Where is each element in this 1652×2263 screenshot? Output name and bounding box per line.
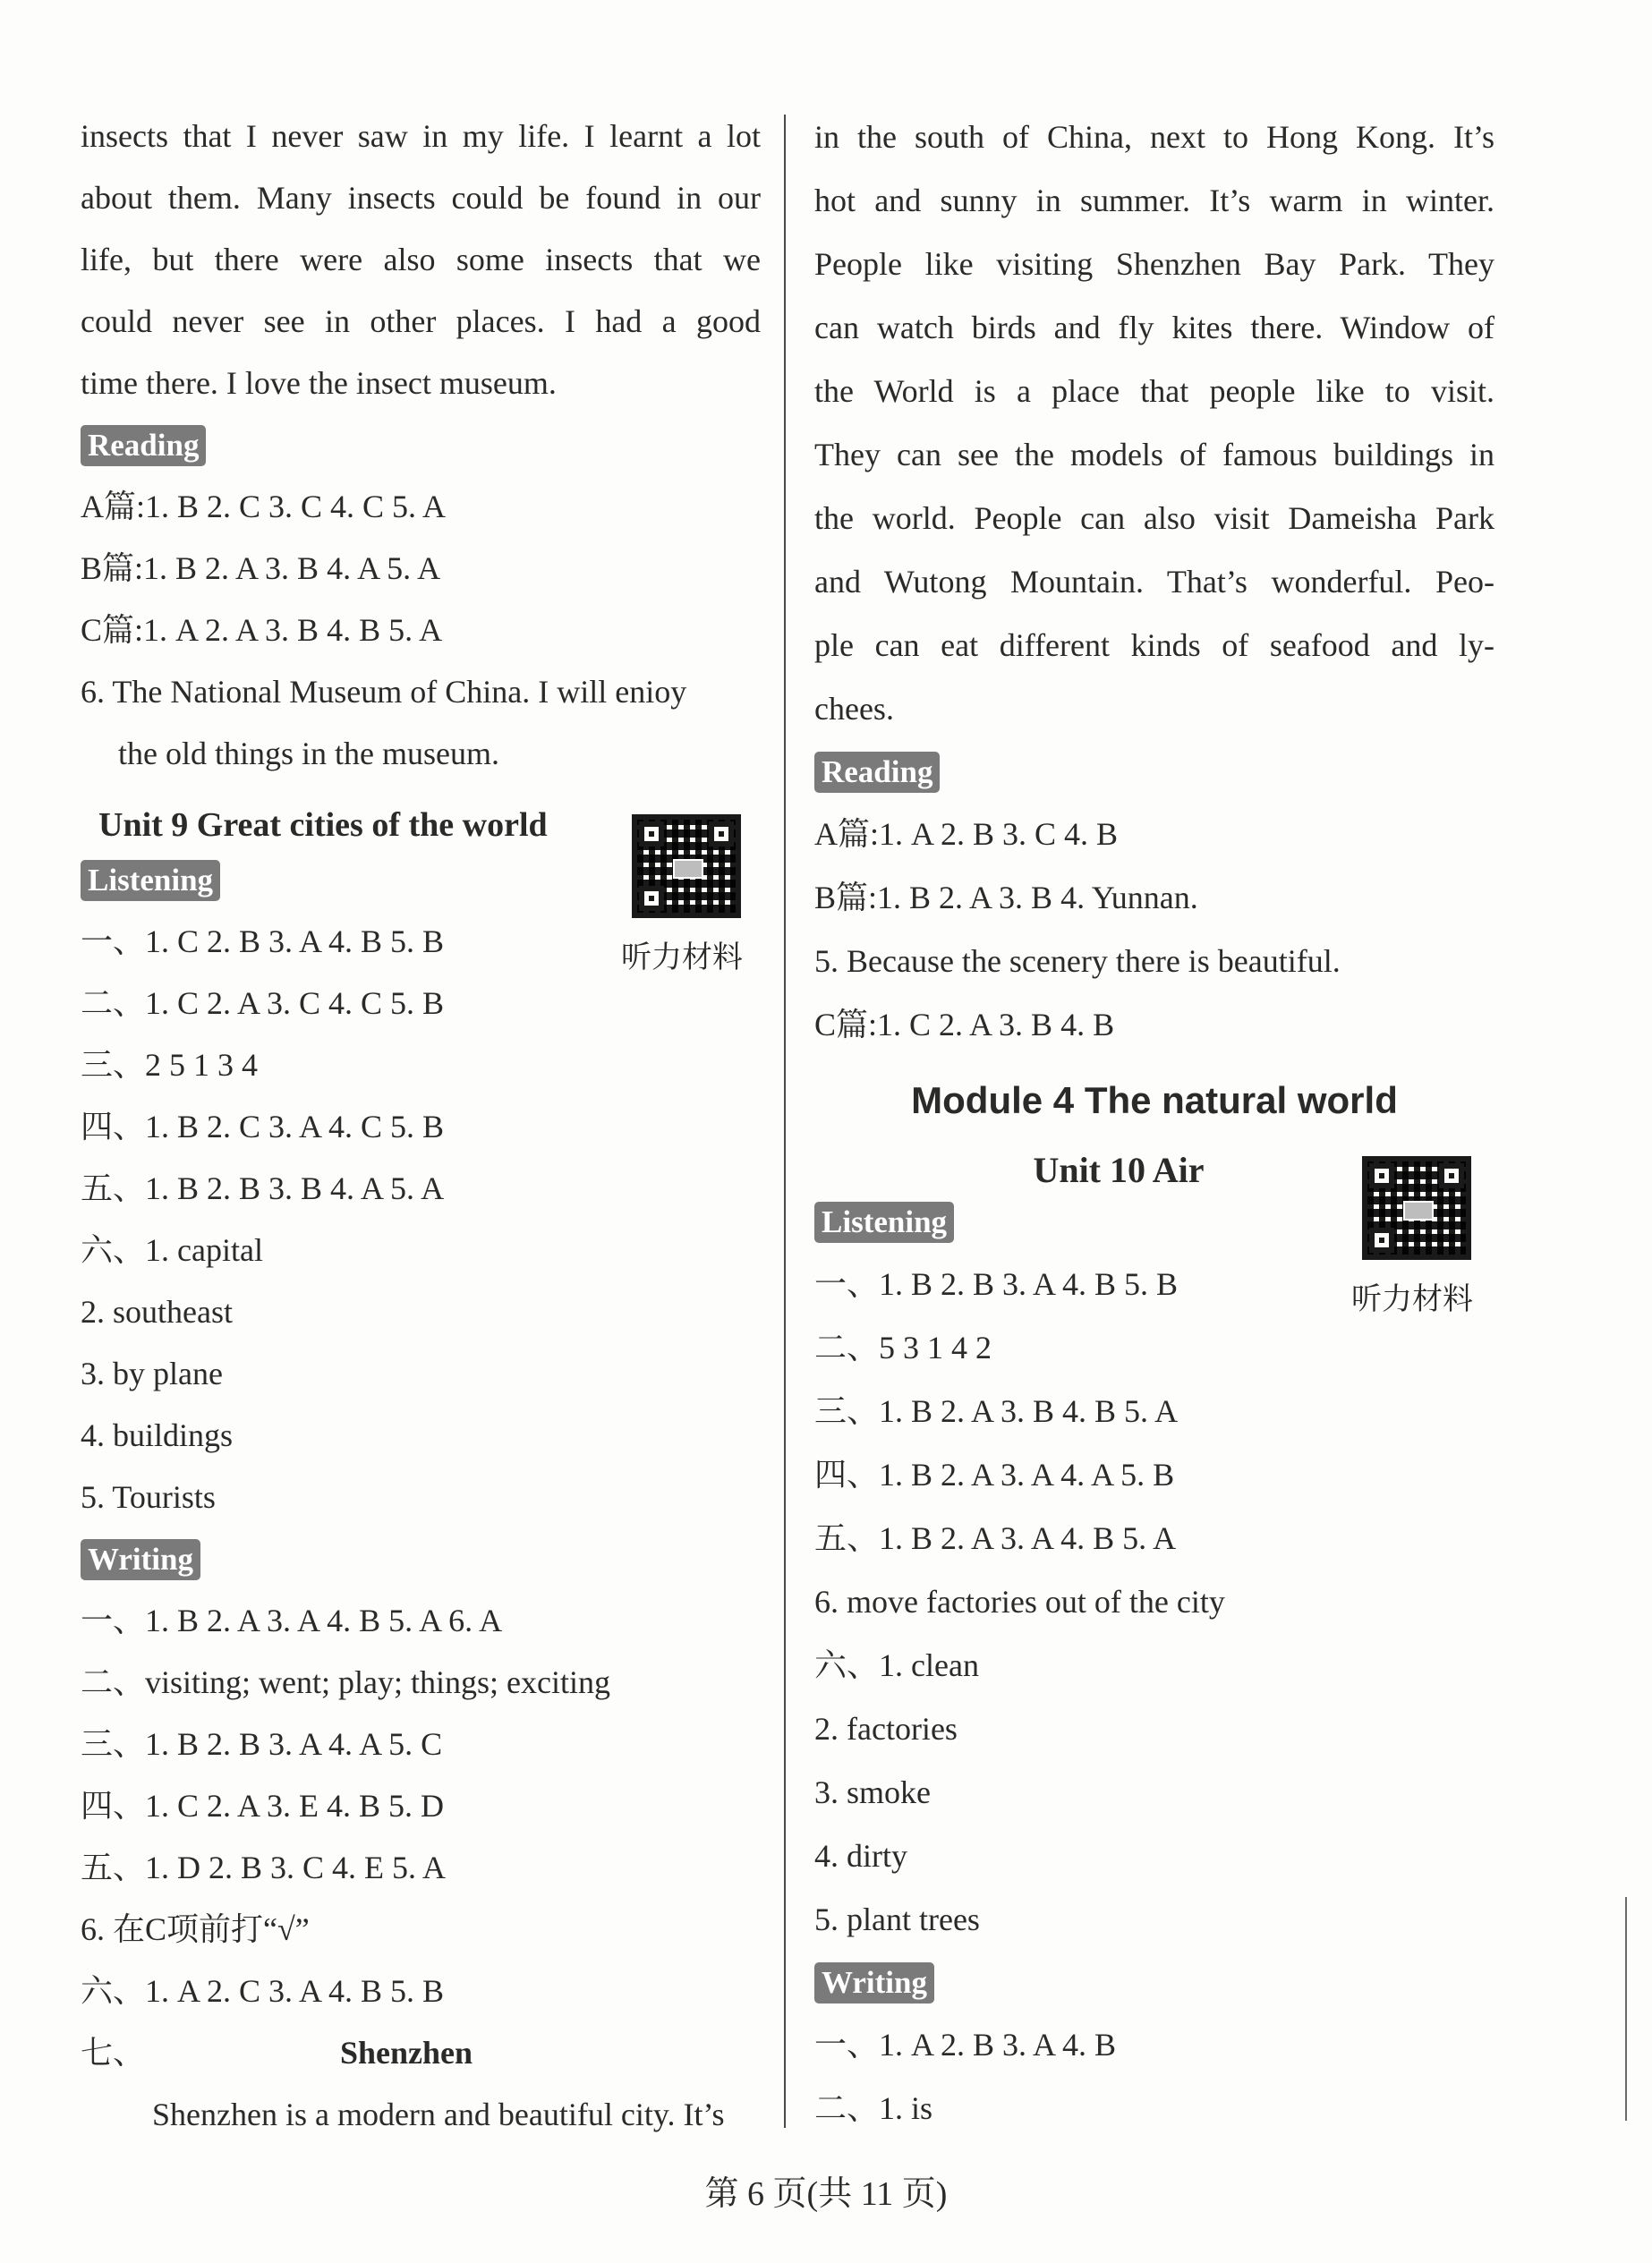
answer-line: 五、1. B 2. A 3. A 4. B 5. A — [814, 1520, 1177, 1556]
answer-line: 3. by plane — [81, 1356, 223, 1391]
essay-line: People like visiting Shenzhen Bay Park. They — [814, 246, 1494, 282]
answer-line: 一、1. B 2. B 3. A 4. B 5. B — [814, 1266, 1179, 1302]
essay-line: the World is a place that people like to visit. — [814, 373, 1494, 409]
passage-line: life, but there were also some insects that we — [81, 242, 761, 277]
answer-line: 2. factories — [814, 1711, 958, 1747]
listening-tag: Listening — [81, 860, 220, 901]
answer-line: C篇:1. C 2. A 3. B 4. B — [814, 1007, 1115, 1042]
essay-line: and Wutong Mountain. That’s wonderful. Peo- — [814, 564, 1494, 600]
answer-line: 3. smoke — [814, 1774, 931, 1810]
listening-material-caption: 听力材料 — [1351, 1281, 1473, 1317]
answer-line: 4. dirty — [814, 1838, 907, 1874]
answer-line: A篇:1. A 2. B 3. C 4. B — [814, 816, 1119, 852]
passage-line: about them. Many insects could be found in our — [81, 180, 761, 216]
answer-line: 二、1. is — [814, 2090, 933, 2126]
reading-tag: Reading — [81, 425, 206, 466]
answer-line: 五、1. D 2. B 3. C 4. E 5. A — [81, 1850, 447, 1885]
qr-code-icon — [632, 814, 741, 918]
answer-line: B篇:1. B 2. A 3. B 4. A 5. A — [81, 550, 441, 586]
answer-line: 六、1. clean — [814, 1647, 979, 1683]
essay-line: chees. — [814, 691, 894, 727]
answer-line: 四、1. B 2. C 3. A 4. C 5. B — [81, 1109, 445, 1144]
qr-code-icon — [1362, 1156, 1471, 1260]
answer-line: 5. Tourists — [81, 1479, 216, 1515]
essay-continued — [814, 106, 1494, 741]
essay-line: Shenzhen is a modern and beautiful city. It’s — [152, 2097, 725, 2132]
writing-tag: Writing — [81, 1539, 200, 1580]
unit-10-title: Unit 10 Air — [1033, 1150, 1205, 1190]
answer-line: 6. The National Museum of China. I will enioy — [81, 674, 687, 710]
question-7-label: 七、 — [81, 2035, 146, 2071]
listening-material-caption: 听力材料 — [621, 940, 743, 975]
answer-line: 四、1. C 2. A 3. E 4. B 5. D — [81, 1788, 445, 1824]
essay-line: in the south of China, next to Hong Kong. It’s — [814, 119, 1494, 155]
essay-line: They can see the models of famous buildings in — [814, 437, 1494, 472]
page-number: 第 6 页(共 11 页) — [704, 2175, 948, 2213]
answer-line: 三、1. B 2. A 3. B 4. B 5. A — [814, 1393, 1179, 1429]
answer-line: 6. 在C项前打“√” — [81, 1911, 310, 1947]
answer-line: 一、1. B 2. A 3. A 4. B 5. A 6. A — [81, 1603, 503, 1638]
answer-line: A篇:1. B 2. C 3. C 4. C 5. A — [81, 489, 447, 524]
answer-line: the old things in the museum. — [118, 736, 499, 771]
answer-line: 四、1. B 2. A 3. A 4. A 5. B — [814, 1457, 1175, 1493]
essay-line: can watch birds and fly kites there. Window of — [814, 310, 1494, 345]
module-4-title: Module 4 The natural world — [911, 1079, 1398, 1121]
listening-tag: Listening — [814, 1202, 954, 1243]
left-column — [81, 106, 761, 2146]
answer-line: 2. southeast — [81, 1294, 233, 1330]
answer-line: 一、1. A 2. B 3. A 4. B — [814, 2027, 1117, 2063]
passage-continued — [81, 106, 761, 414]
answer-line: C篇:1. A 2. A 3. B 4. B 5. A — [81, 612, 443, 648]
page-edge-line — [1625, 1897, 1627, 2121]
passage-line: time there. I love the insect museum. — [81, 365, 557, 401]
answer-line: 6. move factories out of the city — [814, 1584, 1225, 1620]
passage-line: could never see in other places. I had a good — [81, 303, 761, 339]
unit-9-title: Unit 9 Great cities of the world — [98, 806, 548, 844]
answer-line: 六、1. A 2. C 3. A 4. B 5. B — [81, 1973, 445, 2009]
answer-line: 4. buildings — [81, 1417, 234, 1453]
answer-line: 一、1. C 2. B 3. A 4. B 5. B — [81, 923, 445, 959]
right-column — [814, 106, 1494, 2140]
answer-line: 二、1. C 2. A 3. C 4. C 5. B — [81, 985, 445, 1021]
essay-heading-line — [81, 2022, 761, 2084]
answer-line: B篇:1. B 2. A 3. B 4. Yunnan. — [814, 880, 1198, 915]
answer-line: 三、1. B 2. B 3. A 4. A 5. C — [81, 1726, 443, 1762]
essay-line: the world. People can also visit Dameisha Park — [814, 500, 1494, 536]
essay-title: Shenzhen — [340, 2035, 473, 2071]
answer-line: 5. plant trees — [814, 1901, 980, 1937]
answer-line: 5. Because the scenery there is beautiful. — [814, 943, 1341, 979]
reading-tag: Reading — [814, 752, 940, 793]
essay-line: ple can eat different kinds of seafood and ly- — [814, 627, 1494, 663]
answer-line: 六、1. capital — [81, 1232, 263, 1268]
column-divider — [784, 115, 786, 2128]
answer-line: 五、1. B 2. B 3. B 4. A 5. A — [81, 1170, 445, 1206]
passage-line: insects that I never saw in my life. I learnt a lot — [81, 118, 761, 154]
answer-line: 三、2 5 1 3 4 — [81, 1047, 259, 1083]
answer-line: 二、5 3 1 4 2 — [814, 1330, 992, 1365]
writing-tag: Writing — [814, 1962, 934, 2004]
essay-line: hot and sunny in summer. It’s warm in winter. — [814, 183, 1494, 218]
answer-line: 二、visiting; went; play; things; exciting — [81, 1664, 610, 1700]
